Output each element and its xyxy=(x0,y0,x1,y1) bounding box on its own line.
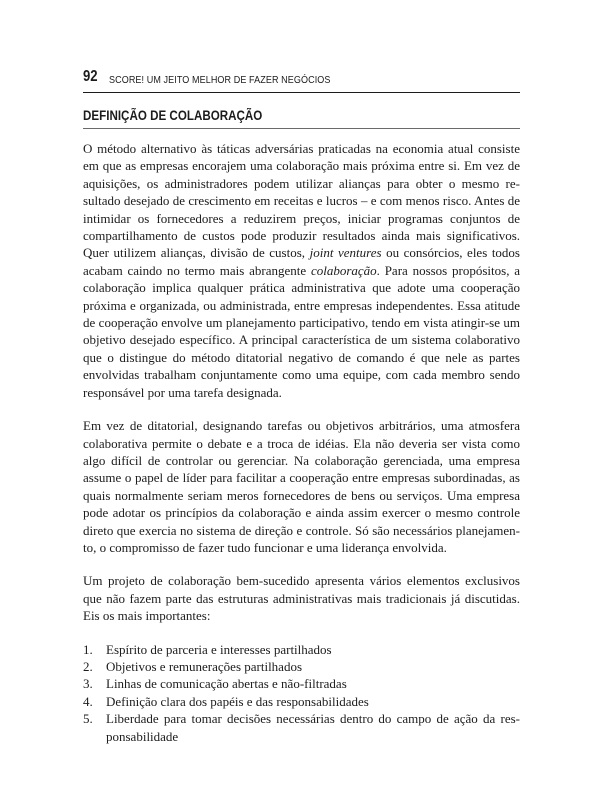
section-heading: DEFINIÇÃO DE COLABORAÇÃO xyxy=(83,108,263,123)
running-title: SCORE! UM JEITO MELHOR DE FAZER NEGÓCIOS xyxy=(109,74,331,86)
paragraph xyxy=(83,417,520,556)
list-text: Linhas de comunicação abertas e não-filtradas xyxy=(106,676,347,692)
body-text xyxy=(83,140,520,745)
text-run: ou consórcios, eles todos acabam caindo no termo mais abrangente xyxy=(83,245,520,278)
text-run: Em vez de ditatorial, designando tarefas ou objetivos arbitrários, uma atmosfera colaborativa permite o debate e a troca de idéias. Ela não deveria ser vista como algo difícil de controlar ou gerenciar. Na colaboração gerenciada, uma empresa assume o papel de líder para facilitar a cooperação entre empresas subordinadas, as quais normalmente seriam meros fornecedores de bens ou serviços. Uma empresa pode adotar os princípios da colaboração e ainda assim exercer o mesmo controle direto que exercia no sistema de direção e controle. Só são necessários planejamento, o compromisso de fazer tudo funcionar e uma liderança envolvida. xyxy=(83,418,520,555)
list-item xyxy=(83,693,520,710)
page-number: 92 xyxy=(83,68,98,85)
paragraph xyxy=(83,572,520,624)
text-run: . Para nossos propósitos, a colaboração implica qualquer prática administrativa que adote uma cooperação próxima e organizada, ou administrada, entre empresas independentes. Essa atitude de cooperação envolve um planejamento participativo, tendo em vista atingir-se um objetivo desejado específico. A principal característica de um sistema colaborativo que o distingue do método ditatorial negativo de comando é que nele as partes envolvidas trabalham conjuntamente como uma equipe, com cada membro sendo responsável por uma tarefa designada. xyxy=(83,262,520,400)
list-item xyxy=(83,675,520,692)
list-number: 4. xyxy=(83,693,93,709)
list-number: 5. xyxy=(83,711,93,727)
paragraph-gap xyxy=(83,556,520,572)
paragraph-gap xyxy=(83,625,520,641)
list-number: 1. xyxy=(83,641,93,657)
list-item xyxy=(83,641,520,658)
list-number: 3. xyxy=(83,676,93,692)
paragraph-gap xyxy=(83,401,520,417)
list-item xyxy=(83,710,520,745)
list-text: Espírito de parceria e interesses partilhados xyxy=(106,641,332,657)
list-number: 2. xyxy=(83,658,93,674)
list-text: Objetivos e remunerações partilhados xyxy=(106,658,303,674)
heading-rule xyxy=(83,128,520,129)
list-item xyxy=(83,658,520,675)
text-run: Um projeto de colaboração bem-sucedido apresenta vários elementos exclusivos que não fazem parte das estruturas administrativas mais tradicionais já discutidas. Eis os mais importantes: xyxy=(83,573,520,624)
italic-term: joint ventures xyxy=(309,245,382,261)
text-run: O método alternativo às táticas adversárias praticadas na economia atual consiste em que as empresas encorajem uma colaboração mais próxima entre si. Em vez de aquisições, os administradores podem utilizar alianças para obter o mesmo resultado desejado de crescimento em receitas e lucros – e com menos risco. Antes de intimidar os fornecedores a reduzirem preços, iniciar programas conjuntos de compartilhamento de custos pode produzir resultados ainda mais significativos. Quer utilizem alianças, divisão de custos, xyxy=(83,141,520,261)
list-text: Liberdade para tomar decisões necessárias dentro do campo de ação da responsabilidade xyxy=(106,711,520,744)
numbered-list xyxy=(83,641,520,745)
paragraph xyxy=(83,140,520,401)
italic-term: colaboração xyxy=(310,262,377,278)
list-text: Definição clara dos papéis e das responsabilidades xyxy=(106,693,369,709)
running-head xyxy=(83,68,520,93)
